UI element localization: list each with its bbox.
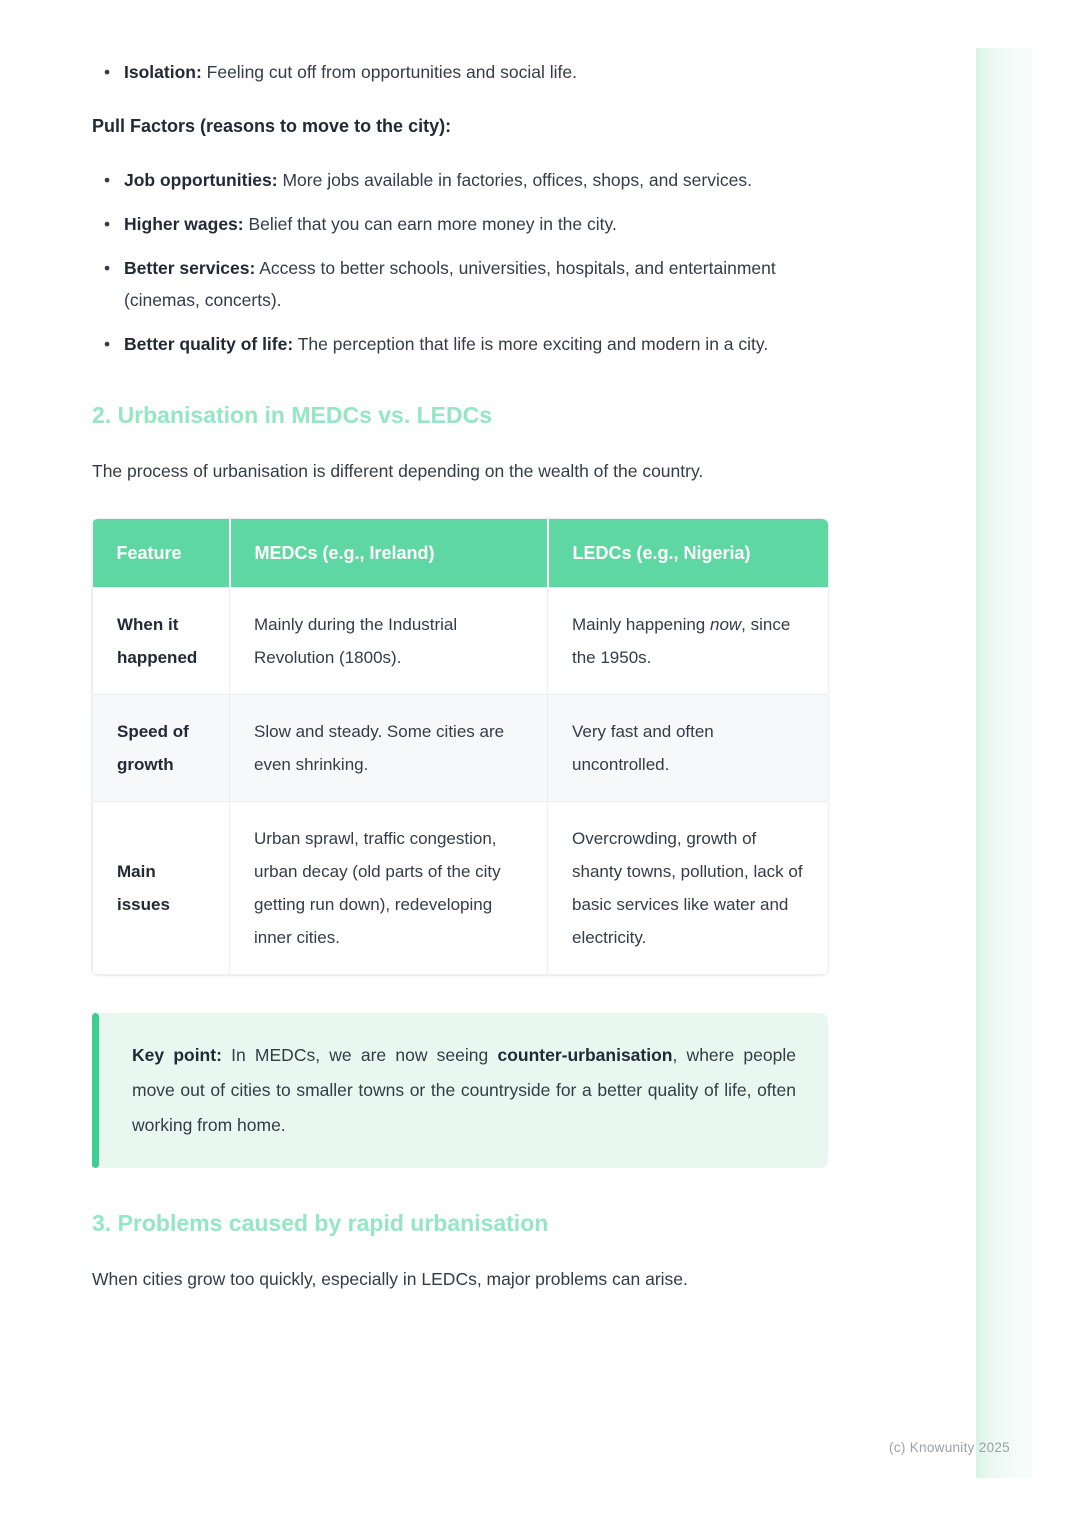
row-feature-cell: Speed of growth [93, 695, 230, 802]
key-point-text-1: In MEDCs, we are now seeing [221, 1045, 498, 1065]
bullet-higher-wages [124, 208, 828, 240]
bullet-text: The perception that life is more exciting and modern in a city. [293, 334, 769, 354]
section-heading-problems-rapid-urbanisation: 3. Problems caused by rapid urbanisation [92, 1210, 549, 1236]
key-point-label: Key point: [132, 1045, 222, 1065]
bullet-label: Job opportunities: [124, 170, 278, 190]
column-header-feature: Feature [93, 519, 230, 588]
comparison-table-container [92, 519, 828, 975]
row-feature-cell: When it happened [93, 588, 230, 695]
row-medc-cell: Urban sprawl, traffic congestion, urban decay (old parts of the city getting run down), redeveloping inner cities. [230, 802, 548, 975]
page-content [92, 0, 828, 1297]
side-accent-strip [976, 48, 1032, 1478]
section3-intro-paragraph: When cities grow too quickly, especially in LEDCs, major problems can arise. [92, 1269, 688, 1289]
row-ledc-cell: Overcrowding, growth of shanty towns, pollution, lack of basic services like water and electricity. [548, 802, 829, 975]
table-header-row [93, 519, 829, 588]
table-row [93, 802, 829, 975]
column-header-ledcs: LEDCs (e.g., Nigeria) [548, 519, 829, 588]
row-ledc-cell: Very fast and often uncontrolled. [548, 695, 829, 802]
row-ledc-cell: Mainly happening now, since the 1950s. [548, 588, 829, 695]
section2-intro-paragraph: The process of urbanisation is different depending on the wealth of the country. [92, 461, 704, 481]
section-heading-urbanisation-medcs-ledcs: 2. Urbanisation in MEDCs vs. LEDCs [92, 402, 493, 428]
bullet-text: Access to better schools, universities, hospitals, and entertainment (cinemas, concerts). [124, 258, 776, 310]
bullet-better-quality-of-life [124, 328, 828, 360]
column-header-medcs: MEDCs (e.g., Ireland) [230, 519, 548, 588]
bullet-job-opportunities [124, 164, 828, 196]
isolation-bullet-list [92, 56, 828, 88]
table-row [93, 695, 829, 802]
medc-ledc-comparison-table [92, 519, 828, 975]
row-feature-cell: Main issues [93, 802, 230, 975]
pull-factors-list [92, 164, 828, 360]
table-row [93, 588, 829, 695]
bullet-label: Better quality of life: [124, 334, 294, 354]
copyright-footer: (c) Knowunity 2025 [889, 1440, 1010, 1455]
bullet-label: Higher wages: [124, 214, 244, 234]
bullet-text: More jobs available in factories, offices, shops, and services. [277, 170, 752, 190]
key-point-callout [92, 1013, 828, 1168]
bullet-isolation [124, 56, 828, 88]
key-point-text-2: , where people move out of cities to smaller towns or the countryside for a better quality of life, often working from home. [132, 1045, 796, 1135]
row-medc-cell: Slow and steady. Some cities are even shrinking. [230, 695, 548, 802]
bullet-better-services [124, 252, 828, 316]
bullet-label: Better services: [124, 258, 256, 278]
bullet-isolation-text: Feeling cut off from opportunities and social life. [201, 62, 577, 82]
italic-now: now [709, 615, 742, 634]
pull-factors-heading: Pull Factors (reasons to move to the city): [92, 116, 452, 136]
bullet-text: Belief that you can earn more money in the city. [243, 214, 617, 234]
bullet-isolation-label: Isolation: [124, 62, 202, 82]
key-point-bold-term: counter-urbanisation [497, 1045, 673, 1065]
row-medc-cell: Mainly during the Industrial Revolution (1800s). [230, 588, 548, 695]
